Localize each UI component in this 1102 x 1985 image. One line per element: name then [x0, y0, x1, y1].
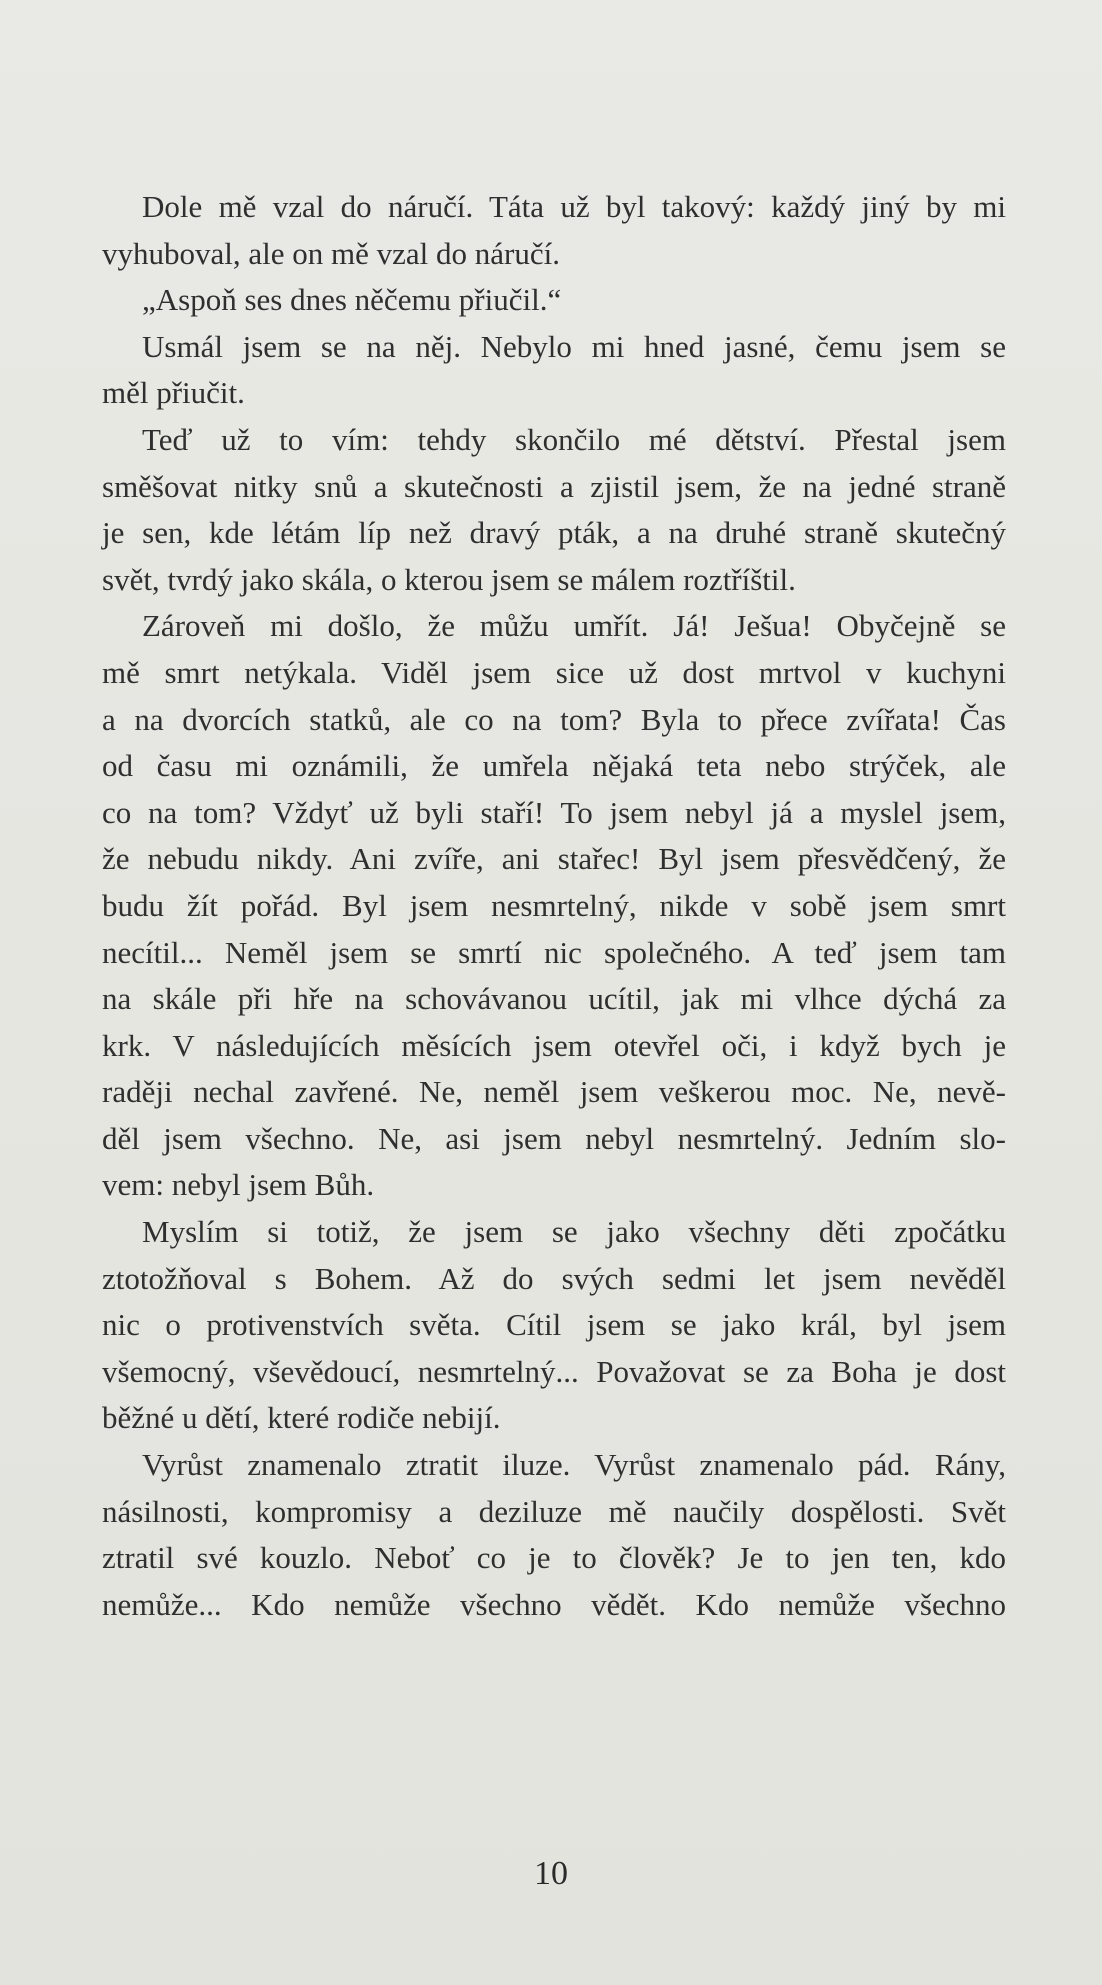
- text-line: na skále při hře na schovávanou ucítil, jak mi vlhce dýchá za: [102, 981, 1006, 1017]
- text-line: Myslím si totiž, že jsem se jako všechny děti zpočátku: [142, 1214, 1006, 1250]
- text-line: Dole mě vzal do náručí. Táta už byl takový: každý jiný by mi: [142, 189, 1006, 224]
- text-line: Teď už to vím: tehdy skončilo mé dětství. Přestal jsem: [142, 421, 1006, 457]
- text-line: a na dvorcích statků, ale co na tom? Byla to přece zvířata! Čas: [102, 701, 1006, 737]
- text-line: Zároveň mi došlo, že můžu umřít. Já! Ješua! Obyčejně se: [142, 608, 1006, 644]
- text-line: všemocný, vševědoucí, nesmrtelný... Považovat se za Boha je dost: [102, 1353, 1006, 1389]
- text-line: běžné u dětí, které rodiče nebijí.: [102, 1400, 501, 1436]
- body-text: [102, 184, 1006, 1628]
- text-line: Usmál jsem se na něj. Nebylo mi hned jasné, čemu jsem se: [142, 328, 1006, 364]
- text-line: mě smrt netýkala. Viděl jsem sice už dost mrtvol v kuchyni: [102, 654, 1006, 690]
- text-line: co na tom? Vždyť už byli staří! To jsem nebyl já a myslel jsem,: [102, 794, 1006, 830]
- text-line: „Aspoň ses dnes něčemu přiučil.“: [142, 282, 562, 318]
- text-line: měl přiučit.: [102, 375, 245, 411]
- text-line: od času mi oznámili, že umřela nějaká teta nebo strýček, ale: [102, 748, 1006, 784]
- text-line: necítil... Neměl jsem se smrtí nic společného. A teď jsem tam: [102, 934, 1006, 970]
- text-line: budu žít pořád. Byl jsem nesmrtelný, nikde v sobě jsem smrt: [102, 887, 1006, 923]
- text-line: je sen, kde létám líp než dravý pták, a na druhé straně skutečný: [102, 515, 1006, 551]
- text-line: nic o protivenstvích světa. Cítil jsem se jako král, byl jsem: [102, 1307, 1006, 1343]
- text-line: Vyrůst znamenalo ztratit iluze. Vyrůst znamenalo pád. Rány,: [142, 1447, 1006, 1483]
- text-line: násilnosti, kompromisy a deziluze mě naučily dospělosti. Svět: [102, 1493, 1006, 1529]
- text-line: nemůže... Kdo nemůže všechno vědět. Kdo nemůže všechno: [102, 1586, 1006, 1622]
- text-line: raději nechal zavřené. Ne, neměl jsem veškerou moc. Ne, nevě-: [102, 1074, 1006, 1110]
- text-line: vem: nebyl jsem Bůh.: [102, 1167, 375, 1203]
- text-line: vyhuboval, ale on mě vzal do náručí.: [102, 235, 560, 271]
- text-line: směšovat nitky snů a skutečnosti a zjistil jsem, že na jedné straně: [102, 468, 1006, 504]
- text-line: krk. V následujících měsících jsem otevřel oči, i když bych je: [102, 1027, 1006, 1063]
- text-line: ztratil své kouzlo. Neboť co je to člověk? Je to jen ten, kdo: [102, 1540, 1006, 1576]
- text-line: ztotožňoval s Bohem. Až do svých sedmi let jsem nevěděl: [102, 1260, 1006, 1296]
- page-number: 10: [534, 1855, 568, 1892]
- text-line: svět, tvrdý jako skála, o kterou jsem se málem roztříštil.: [102, 561, 796, 597]
- text-line: že nebudu nikdy. Ani zvíře, ani stařec! Byl jsem přesvědčený, že: [102, 841, 1006, 877]
- text-line: děl jsem všechno. Ne, asi jsem nebyl nesmrtelný. Jedním slo-: [102, 1120, 1006, 1156]
